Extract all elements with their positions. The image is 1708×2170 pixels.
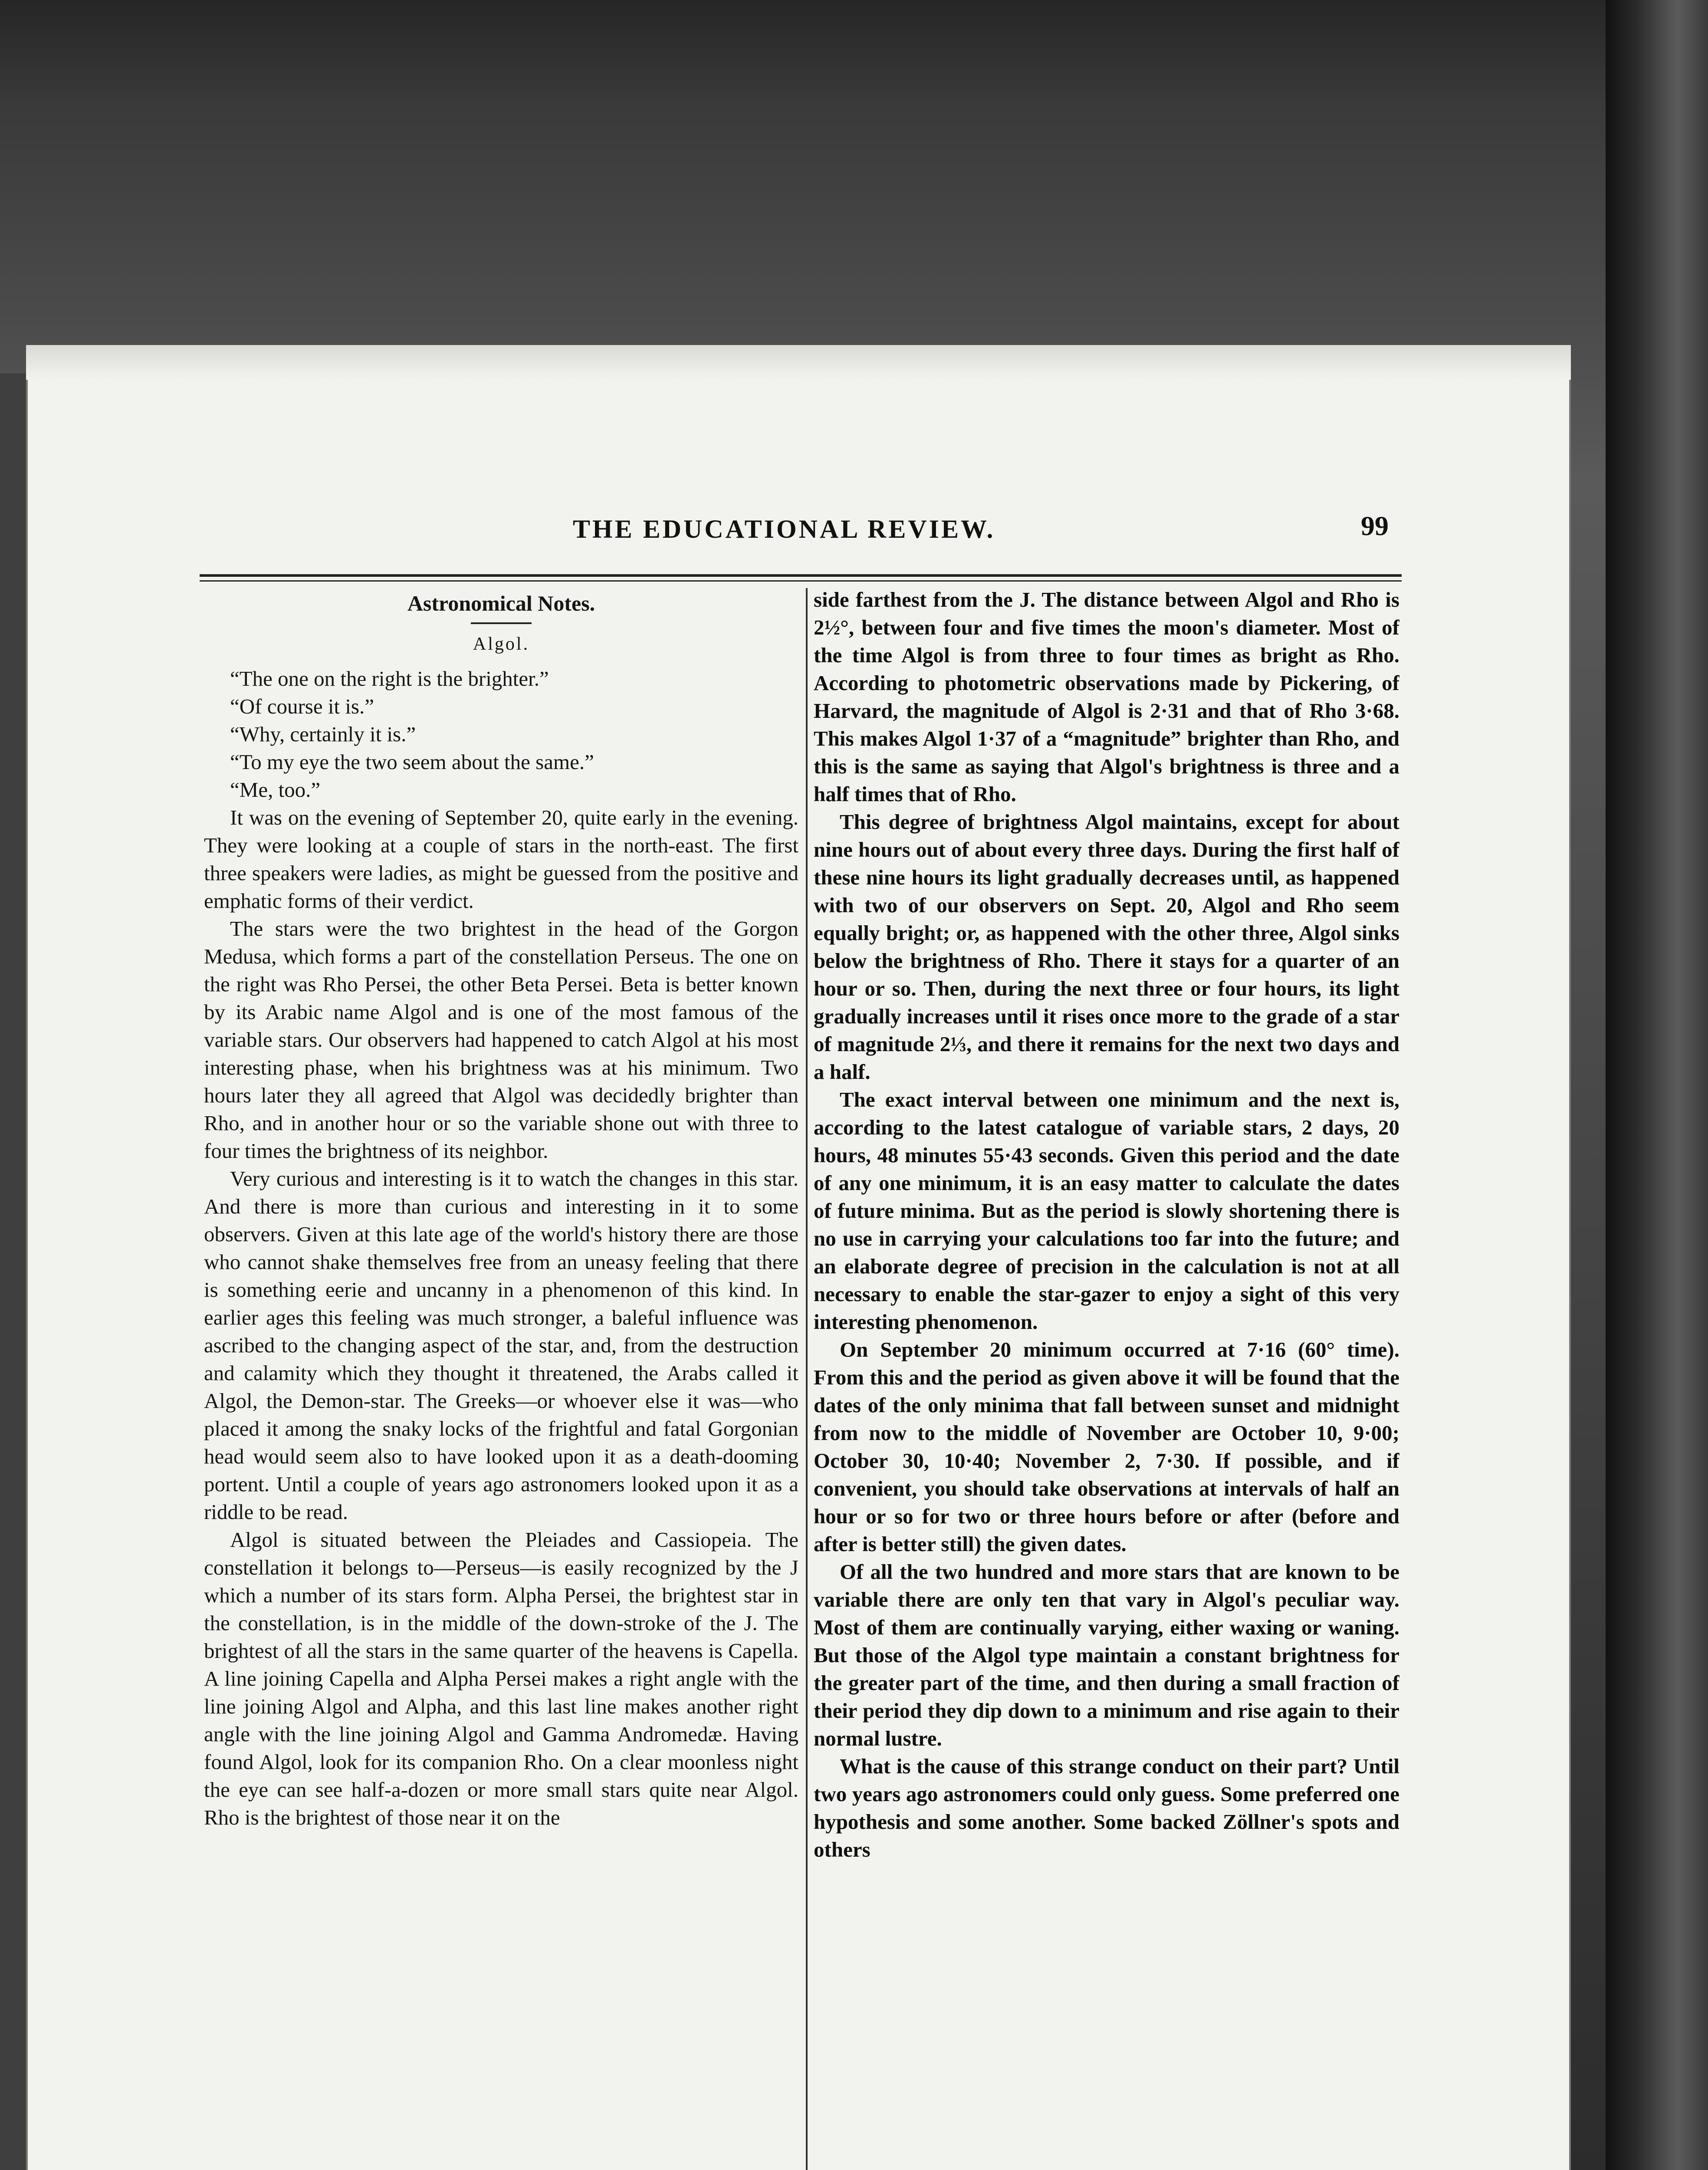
journal-title: THE EDUCATIONAL REVIEW. (573, 515, 995, 543)
running-header (217, 510, 1389, 566)
page-number: 99 (1361, 510, 1389, 541)
header-rule (200, 574, 1402, 577)
dialogue-line: “Of course it is.” (230, 694, 374, 718)
paragraph: On September 20 minimum occurred at 7·16 (60° time). From this and the period as given above it will be found that the dates of the only minima that fall between sunset and midnight from now to the middle of November are October 10, 9·00; October 30, 10·40; November 2, 7·30. If possible, and if convenient, you should take observations at intervals of half an hour or so for two or three hours before or after (before and after is better still) the given dates. (814, 1338, 1399, 1556)
dialogue-line: “The one on the right is the brighter.” (230, 667, 549, 690)
book-page (26, 345, 1571, 2170)
paragraph-continued: side farthest from the J. The distance between Algol and Rho is 2½°, between four and five times the moon's diameter. Most of the time Algol is from three to four times as bright as Rho. According to photometric observations made by Pickering, of Harvard, the magnitude of Algol is 2·31 and that of Rho 3·68. This makes Algol 1·37 of a “magnitude” brighter than Rho, and this is the same as saying that Algol's brightness is three and a half times that of Rho. (814, 588, 1399, 806)
paragraph: What is the cause of this strange conduct on their part? Until two years ago astronomers could only guess. Some preferred one hypothesis and some another. Some backed Zöllner's spots and others (814, 1754, 1399, 1861)
paragraph: It was on the evening of September 20, quite early in the evening. They were looking at a couple of stars in the north-east. The first three speakers were ladies, as might be guessed from the positive and emphatic forms of their verdict. (204, 806, 798, 913)
left-column (204, 586, 798, 2170)
title-rule (471, 622, 532, 624)
header-rule-thin (200, 580, 1402, 582)
paragraph: Very curious and interesting is it to watch the changes in this star. And there is more than curious and interesting in it to some observers. Given at this late age of the world's history there are those who cannot shake themselves free from an uneasy feeling that there is something eerie and uncanny in a phenomenon of this kind. In earlier ages this feeling was much stronger, a baleful influence was ascribed to the changing aspect of the star, and, from the destruction and calamity which they thought it threatened, the Arabs called it Algol, the Demon-star. The Greeks—or whoever else it was—who placed it among the snaky locks of the frightful and fatal Gorgonian head would seem also to have looked upon it as a death-dooming portent. Until a couple of years ago astronomers looked upon it as a riddle to be read. (204, 1167, 798, 1524)
page-top-edge (26, 345, 1571, 380)
paragraph: Algol is situated between the Pleiades and Cassiopeia. The constellation it belongs to—Perseus—is easily recognized by the J which a number of its stars form. Alpha Persei, the brightest star in the constellation, is in the middle of the down-stroke of the J. The brightest of all the stars in the same quarter of the heavens is Capella. A line joining Capella and Alpha Persei makes a right angle with the line joining Algol and Alpha, and this last line makes another right angle with the line joining Algol and Gamma Andromedæ. Having found Algol, look for its companion Rho. On a clear moonless night the eye can see half-a-dozen or more small stars quite near Algol. Rho is the brightest of those near it on the (204, 1528, 798, 1829)
column-divider (806, 588, 808, 2170)
book-spine-edge (0, 373, 26, 2170)
article-subtitle: Algol. (473, 634, 530, 654)
dialogue-line: “Me, too.” (230, 778, 321, 802)
section-title: Astronomical Notes. (407, 591, 595, 615)
right-column (814, 586, 1399, 2170)
paragraph: The stars were the two brightest in the head of the Gorgon Medusa, which forms a part of the constellation Perseus. The one on the right was Rho Persei, the other Beta Persei. Beta is better known by its Arabic name Algol and is one of the most famous of the variable stars. Our observers had happened to catch Algol at his most interesting phase, when his brightness was at his minimum. Two hours later they all agreed that Algol was decidedly brighter than Rho, and in another hour or so the variable shone out with three to four times the brightness of its neighbor. (204, 917, 798, 1163)
paragraph: Of all the two hundred and more stars that are known to be variable there are only ten that vary in Algol's peculiar way. Most of them are continually varying, either waxing or waning. But those of the Algol type maintain a constant brightness for the greater part of the time, and then during a small fraction of their period they dip down to a minimum and rise again to their normal lustre. (814, 1560, 1399, 1750)
paragraph: The exact interval between one minimum and the next is, according to the latest catalogue of variable stars, 2 days, 20 hours, 48 minutes 55·43 seconds. Given this period and the date of any one minimum, it is an easy matter to calculate the dates of future minima. But as the period is slowly shortening there is no use in carrying your calculations too far into the future; and an elaborate degree of precision in the calculation is not at all necessary to enable the star-gazer to enjoy a sight of this very interesting phenomenon. (814, 1088, 1399, 1334)
dialogue-line: “To my eye the two seem about the same.” (230, 750, 594, 774)
adjacent-page-shadow (1606, 0, 1708, 2170)
dialogue-line: “Why, certainly it is.” (230, 722, 416, 746)
paragraph: This degree of brightness Algol maintains, except for about nine hours out of about every three days. During the first half of these nine hours its light gradually decreases until, as happened with two of our observers on Sept. 20, Algol and Rho seem equally bright; or, as happened with the other three, Algol sinks below the brightness of Rho. There it stays for a quarter of an hour or so. Then, during the next three or four hours, its light gradually increases until it rises once more to the grade of a star of magnitude 2⅓, and there it remains for the next two days and a half. (814, 810, 1399, 1084)
